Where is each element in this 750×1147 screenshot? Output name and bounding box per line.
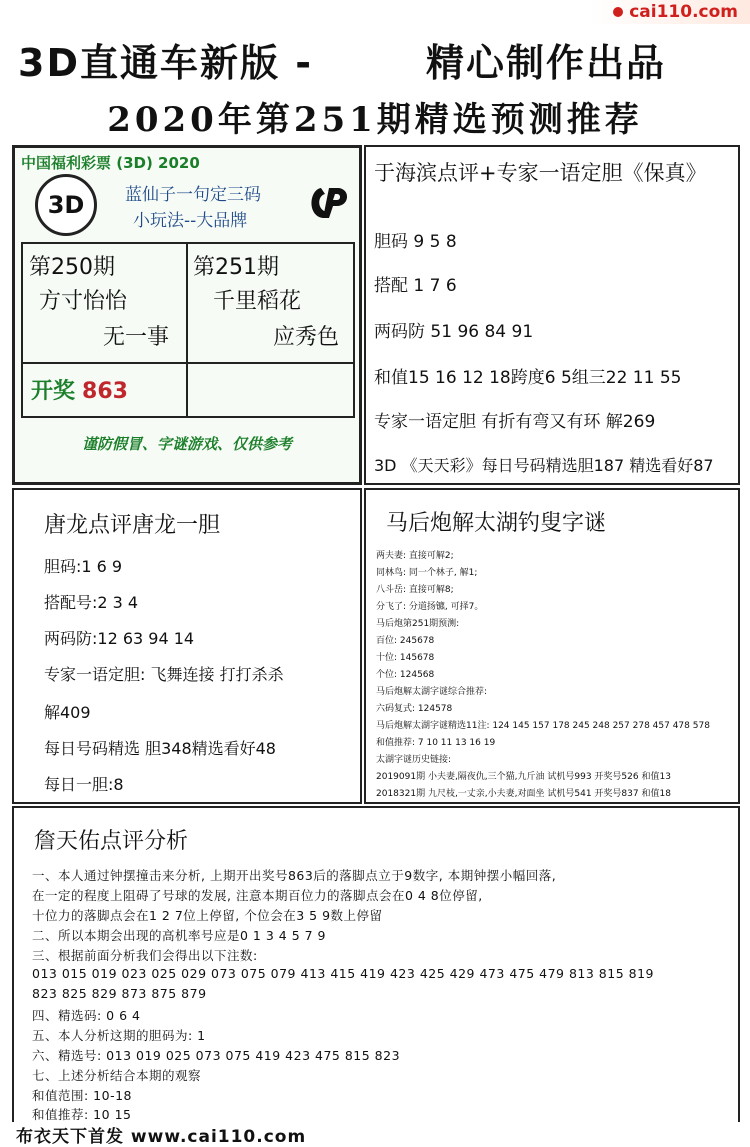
draw-value: 863 [82, 379, 128, 404]
ma-hou-pao-card [364, 488, 740, 804]
lottery-brand: 中国福利彩票 (3D) 2020 [21, 154, 200, 172]
disclaimer: 谨防假冒、字谜游戏、仅供参考 [81, 435, 292, 453]
tang-line: 每日号码精选 胆348精选看好48 [44, 739, 276, 758]
ma-line: 十位: 145678 [376, 653, 435, 663]
zhan-line: 四、精选码: 0 6 4 [32, 1008, 141, 1023]
ma-line: 马后炮第251期预测: [376, 619, 460, 629]
ma-line: 太湖字谜历史链接: [376, 755, 452, 765]
title-left: 3D直通车新版 - [18, 41, 313, 85]
ma-line: 六码复式: 124578 [376, 704, 453, 714]
ma-line: 和值推荐: 7 10 11 13 16 19 [376, 738, 496, 748]
curr-riddle-line2: 应秀色 [273, 325, 340, 350]
slogan-1: 蓝仙子一句定三码 [125, 185, 261, 205]
tang-long-card [12, 488, 362, 804]
prev-issue: 第250期 [29, 255, 115, 280]
grid-divider-v [186, 244, 188, 416]
tang-line: 胆码:1 6 9 [44, 557, 123, 576]
footer-link[interactable]: 布衣天下首发 www.cai110.com [16, 1127, 307, 1147]
draw-label: 开奖 [31, 379, 76, 404]
main-title [18, 32, 738, 85]
prev-riddle-line2: 无一事 [103, 325, 170, 350]
zhan-line: 在一定的程度上阻碍了号球的发展, 注意本期百位力的落脚点会在0 4 8位停留, [32, 888, 483, 903]
ma-line: 百位: 245678 [376, 636, 435, 646]
yu-line: 两码防 51 96 84 91 [374, 322, 534, 342]
yu-line: 3D 《天天彩》每日号码精选胆187 精选看好87 [374, 456, 714, 475]
riddle-grid [21, 242, 355, 418]
yu-line: 和值15 16 12 18跨度6 5组三22 11 55 [374, 368, 682, 388]
issue-subtitle: 2020年第251期精选预测推荐 [107, 100, 643, 140]
tang-line: 专家一语定胆: 飞舞连接 打打杀杀 [44, 665, 284, 684]
zhan-line: 七、上述分析结合本期的观察 [32, 1068, 202, 1083]
yu-line: 搭配 1 7 6 [374, 276, 457, 296]
zhan-line: 十位力的落脚点会在1 2 7位上停留, 个位会在3 5 9数上停留 [32, 908, 383, 923]
ma-line: 个位: 124568 [376, 670, 435, 680]
tang-line: 两码防:12 63 94 14 [44, 629, 195, 648]
zhan-line: 一、本人通过钟摆撞击来分析, 上期开出奖号863后的落脚点立于9数字, 本期钟摆小幅回落, [32, 868, 557, 883]
cp-logo-icon [305, 182, 351, 224]
ma-line: 八斗岳: 直接可解8; [376, 585, 454, 595]
zhan-card-title: 詹天佑点评分析 [34, 829, 189, 854]
tang-line: 每日一胆:8 [44, 775, 124, 794]
tang-line: 解409 [44, 703, 91, 722]
grid-divider-h [23, 362, 353, 364]
zhan-line: 三、根据前面分析我们会得出以下注数: [32, 948, 258, 963]
ma-line: 2019091期 小夫妻,隔夜仇,三个猫,九斤油 试机号993 开奖号526 和值13 [376, 772, 671, 782]
ma-line: 同林鸟: 同一个林子, 解1; [376, 568, 478, 578]
zhan-line: 六、精选号: 013 019 025 073 075 419 423 475 815 823 [32, 1048, 401, 1063]
title-right: 精心制作出品 [426, 41, 667, 85]
ma-card-title: 马后炮解太湖钓叟字谜 [386, 511, 607, 536]
draw-result [31, 374, 128, 405]
logo-text: 3D [47, 191, 85, 219]
yu-line: 胆码 9 5 8 [374, 232, 457, 252]
ma-line: 两夫妻: 直接可解2; [376, 551, 454, 561]
zhan-line: 二、所以本期会出现的高机率号应是0 1 3 4 5 7 9 [32, 928, 327, 943]
ma-line: 2018321期 九尺枝,一丈亲,小夫妻,对面坐 试机号541 开奖号837 和值18 [376, 789, 671, 799]
slogan-2: 小玩法--大品牌 [133, 211, 248, 231]
zhan-tianyou-card [12, 806, 740, 1122]
prev-riddle-line1: 方寸怡怡 [39, 289, 128, 314]
zhan-line: 和值范围: 10-18 [32, 1088, 133, 1103]
ma-line: 马后炮解太湖字谜精选11注: 124 145 157 178 245 248 257 278 457 478 578 [376, 721, 710, 731]
lottery-card [12, 145, 362, 485]
3d-logo-icon [35, 174, 97, 236]
curr-issue: 第251期 [193, 255, 279, 280]
ma-line: 分飞了: 分道扬镳, 可择7。 [376, 602, 484, 612]
yu-line: 专家一语定胆 有折有弯又有环 解269 [374, 412, 656, 432]
yu-card-title: 于海滨点评+专家一语定胆《保真》 [374, 161, 707, 185]
yu-haibin-card [364, 145, 740, 485]
ma-line: 马后炮解太湖字谜综合推荐: [376, 687, 488, 697]
zhan-line: 823 825 829 873 875 879 [32, 986, 207, 1001]
tang-line: 搭配号:2 3 4 [44, 593, 139, 612]
watermark-text: cai110.com [629, 2, 738, 22]
zhan-line: 和值推荐: 10 15 [32, 1107, 132, 1122]
site-watermark [590, 0, 750, 24]
curr-riddle-line1: 千里稻花 [213, 289, 302, 314]
logo-dot-icon [613, 7, 623, 17]
zhan-line: 013 015 019 023 025 029 073 075 079 413 415 419 423 425 429 473 475 479 813 815 819 [32, 966, 654, 981]
tang-card-title: 唐龙点评唐龙一胆 [44, 513, 221, 538]
zhan-line: 五、本人分析这期的胆码为: 1 [32, 1028, 206, 1043]
